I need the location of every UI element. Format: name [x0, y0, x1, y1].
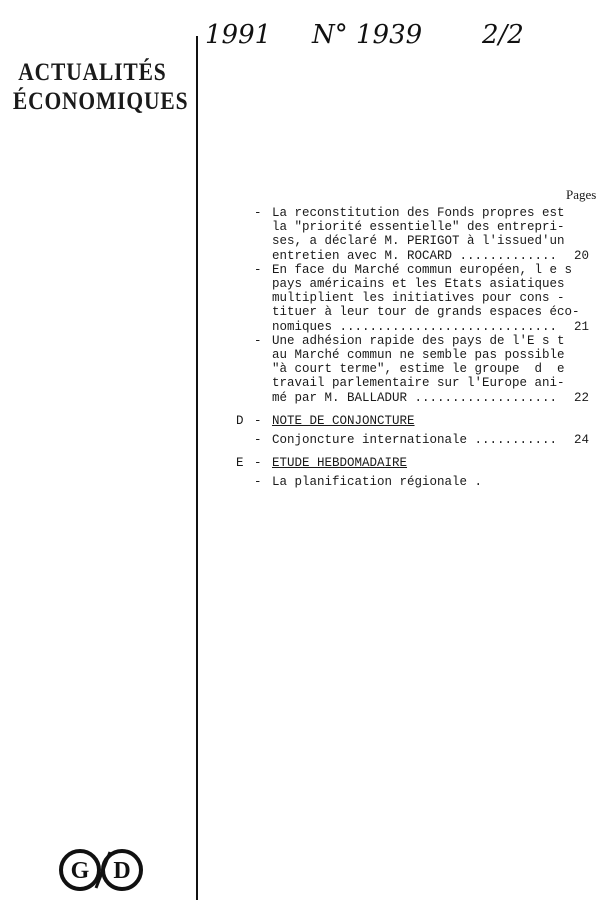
section-heading: ETUDE HEBDOMADAIRE	[272, 456, 408, 471]
svg-text:G: G	[70, 858, 90, 884]
toc-section	[232, 414, 603, 447]
entry-page-number: 21	[573, 319, 589, 334]
entry-text-line: La reconstitution des Fonds propres est	[272, 206, 565, 220]
toc-entry	[232, 263, 603, 334]
entry-page-number: 22	[573, 390, 589, 405]
entry-text-line: "à court terme", estime le groupe d e	[272, 362, 565, 377]
entry-text-line: travail parlementaire sur l'Europe ani-	[272, 376, 565, 391]
entry-text-line: au Marché commun ne semble pas possible	[272, 348, 565, 363]
entry-text-line: Conjoncture internationale ...........	[272, 433, 558, 448]
vertical-divider	[196, 36, 198, 900]
entry-page-number: 20	[573, 248, 589, 263]
entry-text-line: pays américains et les Etats asiatiques	[272, 277, 565, 292]
entry-text-line: multiplient les initiatives pour cons -	[272, 291, 565, 306]
handwritten-issue-number: N° 1939	[312, 20, 423, 50]
entry-dash: -	[254, 475, 262, 490]
entry-text-line: la "priorité essentielle" des entrepri-	[272, 220, 565, 235]
section-dash: -	[254, 413, 262, 428]
table-of-contents	[232, 206, 603, 490]
section-letter: D	[236, 413, 244, 428]
section-entry	[232, 475, 603, 489]
pages-column-header: Pages	[566, 187, 597, 202]
entry-text-line: tituer à leur tour de grands espaces éco-	[272, 305, 580, 320]
publication-title-line2: ÉCONOMIQUES	[12, 88, 189, 115]
publication-title	[12, 58, 189, 116]
toc-sections	[232, 414, 603, 490]
section-entry	[232, 433, 603, 447]
entry-text-line: entretien avec M. ROCARD .............	[272, 248, 558, 263]
gd-logo	[58, 848, 144, 892]
entry-text-line: Une adhésion rapide des pays de l'E s t	[272, 333, 565, 348]
handwritten-year: 1991	[205, 20, 272, 50]
entry-text-line: nomiques .............................	[272, 319, 558, 334]
toc-section	[232, 456, 603, 489]
entry-text-line: ses, a déclaré M. PERIGOT à l'issued'un	[272, 234, 565, 249]
section-heading: NOTE DE CONJONCTURE	[272, 413, 415, 428]
entry-text-line: En face du Marché commun européen, l e s	[272, 262, 573, 277]
entry-dash: -	[254, 333, 262, 348]
entry-dash: -	[254, 433, 262, 448]
handwritten-sheet: 2/2	[482, 20, 524, 50]
section-letter: E	[236, 456, 244, 471]
section-dash: -	[254, 456, 262, 471]
entry-page-number: 24	[573, 433, 589, 448]
toc-entries	[232, 206, 603, 405]
entry-dash: -	[254, 262, 262, 277]
entry-text-line: La planification régionale .	[272, 475, 483, 490]
entry-dash: -	[254, 206, 262, 220]
publication-title-line1: ACTUALITÉS	[18, 59, 167, 86]
entry-text-line: mé par M. BALLADUR ...................	[272, 390, 558, 405]
toc-entry	[232, 206, 603, 263]
svg-text:D: D	[113, 858, 131, 884]
toc-entry	[232, 334, 603, 405]
